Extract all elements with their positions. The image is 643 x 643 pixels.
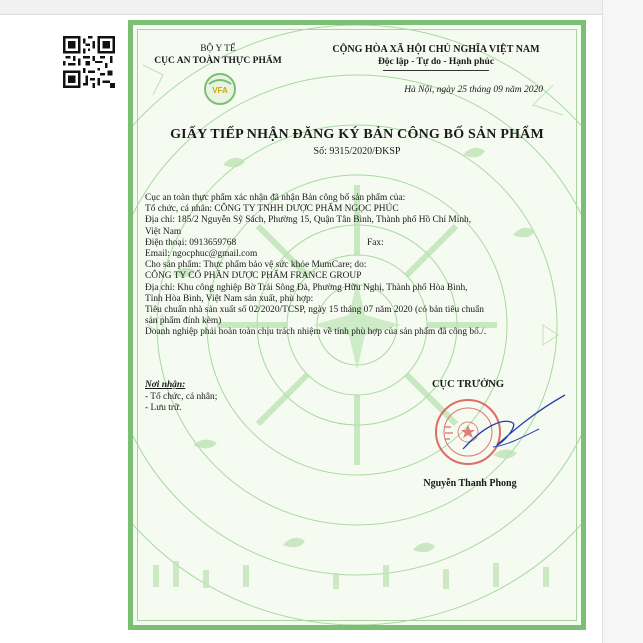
document-body bbox=[145, 193, 565, 339]
fax-text: Fax: bbox=[367, 237, 384, 248]
standard-line-cont: sản phẩm đính kèm) bbox=[145, 316, 222, 327]
national-header bbox=[311, 43, 561, 71]
qr-code bbox=[63, 36, 115, 88]
recipient-item: - Tổ chức, cá nhân; bbox=[145, 391, 218, 402]
country-name: CỘNG HÒA XÃ HỘI CHỦ NGHĨA VIỆT NAM bbox=[332, 44, 540, 55]
email-line: Email: ngocphuc@gmail.com bbox=[145, 249, 258, 260]
document-title: GIẤY TIẾP NHẬN ĐĂNG KÝ BẢN CÔNG BỐ SẢN PHẨM bbox=[170, 127, 544, 142]
department-name: CỤC AN TOÀN THỰC PHẨM bbox=[154, 56, 282, 66]
contact-line bbox=[145, 238, 565, 249]
browser-scroll-edge bbox=[602, 0, 643, 643]
address-line: Địa chỉ: 185/2 Nguyễn Sỹ Sách, Phường 15, Quận Tân Bình, Thành phố Hồ Chí Minh, bbox=[145, 215, 472, 226]
standard-line: Tiêu chuẩn nhà sản xuất số 02/2020/TCSP, ngày 15 tháng 07 năm 2020 (có bản tiêu chuẩn bbox=[145, 305, 484, 316]
manufacturer-address-line: Địa chỉ: Khu công nghiệp Bờ Trái Sông Đà, Phường Hữu Nghị, Thành phố Hòa Bình, bbox=[145, 282, 468, 293]
address-line-cont: Việt Nam bbox=[145, 226, 182, 237]
browser-top-edge bbox=[0, 0, 643, 15]
issuer-header bbox=[143, 43, 293, 67]
recipient-item: - Lưu trữ. bbox=[145, 403, 182, 413]
signature-mark bbox=[453, 387, 573, 467]
responsibility-line: Doanh nghiệp phải hoàn toàn chịu trách nhiệm về tính phù hợp của sản phẩm đã công bố./. bbox=[145, 327, 487, 338]
issue-date: Hà Nội, ngày 25 tháng 09 năm 2020 bbox=[404, 85, 543, 95]
intro-line: Cục an toàn thực phẩm xác nhận đã nhận Bản công bố sản phẩm của: bbox=[145, 193, 406, 203]
logo-text: VFA bbox=[212, 86, 228, 95]
vfa-logo-icon bbox=[203, 72, 237, 106]
certificate bbox=[128, 20, 586, 630]
document-number: Số: 9315/2020/ĐKSP bbox=[313, 146, 401, 157]
phone-text: Điện thoại: 0913659768 bbox=[145, 237, 237, 248]
product-line: Cho sản phẩm: Thực phẩm bảo vệ sức khỏe MumCare; do: bbox=[145, 260, 367, 271]
motto-underline bbox=[383, 70, 489, 71]
ministry-name: BỘ Y TẾ bbox=[200, 44, 236, 54]
manufacturer-line: CÔNG TY CỔ PHẦN DƯỢC PHẨM FRANCE GROUP bbox=[145, 271, 362, 282]
organization-line: Tổ chức, cá nhân: CÔNG TY TNHH DƯỢC PHẨM NGỌC PHÚC bbox=[145, 204, 399, 215]
signer-name: Nguyễn Thanh Phong bbox=[423, 478, 517, 489]
recipients-block bbox=[145, 380, 345, 415]
recipients-title: Nơi nhận: bbox=[145, 380, 186, 390]
signer-title: CỤC TRƯỞNG bbox=[431, 379, 505, 390]
manufacturer-address-cont: Tỉnh Hòa Bình, Việt Nam sản xuất, phù hợp: bbox=[145, 293, 314, 304]
national-motto: Độc lập - Tự do - Hạnh phúc bbox=[377, 57, 495, 67]
